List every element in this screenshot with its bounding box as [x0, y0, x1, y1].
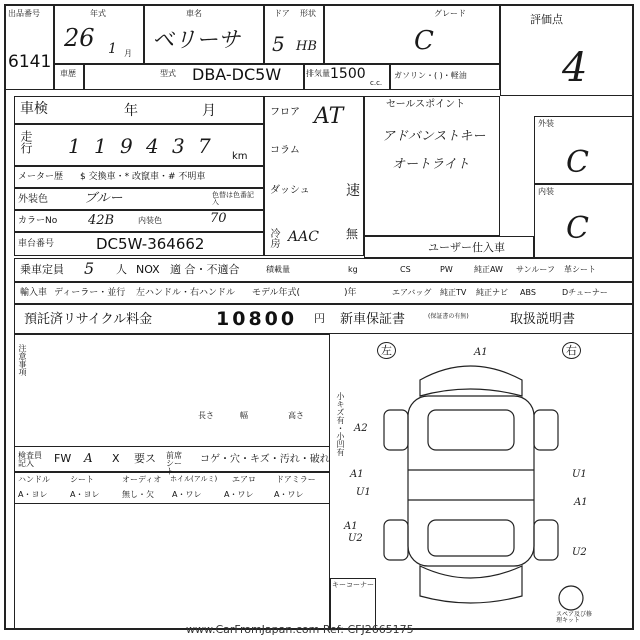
- nox-options: 適 合・不適合: [170, 263, 240, 276]
- wheel-label: ホイル(アルミ): [170, 475, 218, 483]
- shaken-year-label: 年: [124, 103, 138, 119]
- model-value: ベリーサ: [152, 28, 241, 53]
- fw-label: FW: [54, 452, 72, 465]
- mileage-digit: 7: [198, 134, 211, 158]
- year-value: 26: [64, 24, 95, 52]
- sales-point-line: アドバンストキー: [382, 129, 486, 144]
- interior-color-value: 70: [210, 211, 227, 226]
- type-value: DBA-DC5W: [192, 65, 282, 84]
- size-label: 幅: [240, 411, 248, 420]
- dealer-label: ディーラー・並行: [54, 288, 126, 298]
- damage-mark: A1: [350, 469, 364, 480]
- seat-conditions: コゲ・穴・キズ・汚れ・破れ: [200, 454, 330, 465]
- check-label: 検査員記入: [18, 451, 42, 468]
- handle-label: ハンドル: [18, 475, 50, 484]
- dr-label: ドアミラー: [276, 475, 316, 484]
- equipment-item: CS: [400, 265, 411, 274]
- equipment-item: サンルーフ: [516, 265, 555, 274]
- rating: 無し・欠: [122, 490, 154, 499]
- warranty-label: 新車保証書: [340, 312, 406, 327]
- exterior-label: 外装: [538, 119, 554, 128]
- year-label: 年式: [90, 9, 106, 18]
- damage-mark: A1: [344, 521, 358, 532]
- damage-mark: A2: [354, 423, 368, 434]
- shaken-month-label: 月: [202, 103, 216, 119]
- chassis-label: 車台番号: [18, 239, 55, 249]
- shaken-label: 車検: [20, 101, 48, 117]
- equipment-item: 純正TV: [440, 288, 467, 297]
- grade-label: グレード: [434, 9, 466, 18]
- seat-label: 前席シート: [166, 451, 182, 476]
- type-label: 型式: [160, 69, 176, 78]
- warranty-note: (保証書の有無): [428, 313, 469, 320]
- equipment-item: Dチューナー: [562, 288, 608, 297]
- mileage-digit: 4: [146, 134, 159, 158]
- damage-mark: U2: [348, 533, 363, 544]
- recycle-unit: 円: [314, 312, 325, 325]
- load-unit: kg: [348, 265, 358, 274]
- month-value: 1: [108, 41, 117, 57]
- interior-label: 内装: [538, 187, 554, 196]
- right-label: 右: [562, 342, 581, 359]
- aero-label: エアロ: [232, 475, 256, 484]
- meter-label: メーター歴: [18, 172, 64, 182]
- speed-label: 速: [346, 183, 360, 199]
- meter-options: $ 交換車・* 改竄車・# 不明車: [80, 172, 206, 182]
- mileage-label: 走行: [19, 130, 33, 154]
- color-no-label: カラーNo: [18, 216, 58, 226]
- rating: A・ヨレ: [70, 490, 100, 499]
- spare-label: スペア及び修理キット: [556, 611, 593, 624]
- equipment-item: 純正AW: [474, 265, 503, 274]
- rating: A・ワレ: [274, 490, 304, 499]
- color-no-value: 42B: [88, 213, 115, 228]
- color-label: 外装色: [18, 194, 48, 205]
- watermark: www.CarFromJapan.com Ref: CFJ2665175: [186, 623, 414, 636]
- x-label: X: [112, 452, 120, 465]
- handle-side-label: 左ハンドル・右ハンドル: [136, 288, 236, 298]
- interior-color-label: 内装色: [138, 216, 162, 225]
- small-dent-label: 小キズ有・小凹有: [336, 392, 345, 456]
- capacity-value: 5: [84, 259, 95, 278]
- shape-value: HB: [296, 39, 317, 54]
- mileage-unit: km: [232, 151, 248, 162]
- ac-value: AAC: [288, 229, 319, 245]
- sales-points-label: セールスポイント: [386, 99, 466, 110]
- mileage-digit: 9: [120, 134, 133, 158]
- none-label: 無: [346, 227, 359, 241]
- shape-label: 形状: [300, 9, 316, 18]
- color-change-note: 色替は色番記入: [212, 191, 254, 206]
- left-label: 左: [377, 342, 396, 359]
- recycle-amount: 10800: [216, 308, 298, 330]
- month-unit: 月: [124, 49, 132, 58]
- interior-value: C: [566, 211, 589, 246]
- doors-value: 5: [272, 32, 285, 56]
- equipment-item: PW: [440, 265, 453, 274]
- attention-label: 注意事項: [18, 344, 27, 376]
- chassis-value: DC5W-364662: [96, 235, 205, 253]
- damage-mark: U2: [572, 547, 587, 558]
- model-label: 車名: [186, 9, 202, 18]
- fw-value: A: [84, 451, 93, 465]
- equipment-item: ABS: [520, 288, 536, 297]
- size-label: 長さ: [198, 411, 214, 420]
- mileage-digit: 1: [94, 134, 107, 158]
- size-label: 高さ: [288, 411, 304, 420]
- damage-mark: A1: [474, 347, 488, 358]
- displacement-value: 1500: [330, 66, 366, 82]
- equipment-item: 革シート: [564, 265, 596, 274]
- displacement-label: 排気量: [306, 69, 330, 78]
- rating: A・ヨレ: [18, 490, 48, 499]
- import-label: 輸入車: [20, 288, 48, 298]
- manual-label: 取扱説明書: [510, 312, 576, 327]
- equipment-item: 純正ナビ: [476, 288, 508, 297]
- score-value: 4: [562, 45, 588, 91]
- model-year-label: モデル年式(: [252, 288, 301, 298]
- doors-label: ドア: [274, 9, 290, 18]
- capacity-label: 乗車定員: [20, 263, 64, 276]
- key-corner-label: キーコーナー: [332, 581, 374, 589]
- capacity-unit: 人: [116, 263, 127, 276]
- model-year-unit: )年: [344, 288, 357, 298]
- ac-label: 冷房: [268, 228, 279, 248]
- need-label: 要ス: [134, 452, 156, 465]
- history-label: 車歴: [60, 69, 76, 78]
- score-label: 評価点: [530, 13, 563, 26]
- mileage-digit: 3: [172, 134, 185, 158]
- floor-label: フロア: [270, 107, 300, 118]
- rating: A・ワレ: [224, 490, 254, 499]
- color-value: ブルー: [84, 191, 123, 206]
- fuel-value: ガソリン・( )・軽油: [394, 71, 467, 80]
- grade-value: C: [414, 26, 434, 56]
- lot-number: 6141: [8, 52, 52, 72]
- damage-mark: A1: [574, 497, 588, 508]
- ownership-label: ユーザー仕入車: [428, 241, 505, 254]
- displacement-unit: c.c.: [370, 79, 383, 87]
- seat2-label: シート: [70, 475, 94, 484]
- transmission-value: AT: [314, 104, 344, 129]
- dash-label: ダッシュ: [270, 185, 310, 196]
- nox-label: NOX: [136, 263, 160, 276]
- sales-point-line: オートライト: [392, 157, 470, 172]
- equipment-item: エアバッグ: [392, 288, 432, 297]
- recycle-label: 預託済リサイクル料金: [24, 312, 153, 327]
- audio-label: オーディオ: [122, 475, 162, 484]
- damage-mark: U1: [572, 469, 587, 480]
- damage-mark: U1: [356, 487, 371, 498]
- column-label: コラム: [270, 145, 300, 156]
- mileage-digit: 1: [68, 134, 81, 158]
- lot-label: 出品番号: [8, 9, 40, 18]
- load-label: 積載量: [266, 265, 290, 274]
- exterior-value: C: [566, 145, 589, 180]
- rating: A・ワレ: [172, 490, 202, 499]
